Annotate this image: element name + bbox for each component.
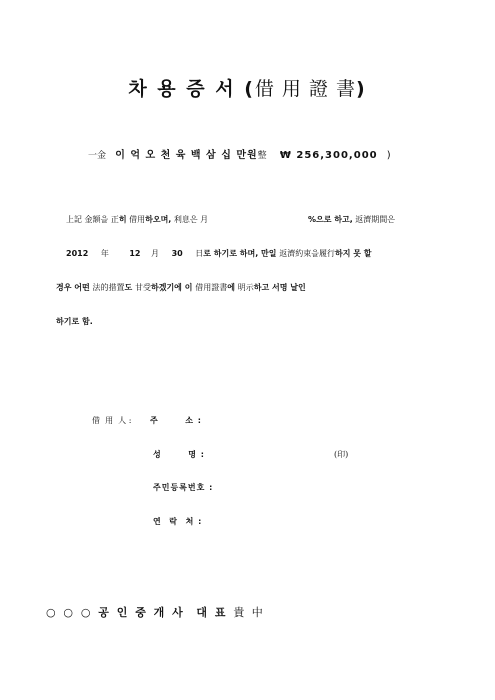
- line3-g: 에: [227, 283, 238, 292]
- amount-won: 원: [247, 150, 258, 161]
- line2-month: 12: [129, 249, 141, 258]
- address-row: [150, 415, 202, 426]
- amount-prefix: 一金: [88, 151, 107, 161]
- title-korean: 차 용 증 서 (: [128, 78, 255, 100]
- line1-b: 히: [118, 215, 127, 224]
- line2-day: 30: [171, 249, 183, 258]
- line2-year: 2012: [66, 249, 89, 258]
- line4: 하기로 함.: [56, 317, 93, 326]
- line3-d: 甘受: [135, 283, 151, 292]
- contact-label: 연 락 처 :: [153, 517, 203, 526]
- line1-f: %으로 하고,: [308, 215, 353, 224]
- loan-amount-line: [88, 146, 391, 161]
- line3-b: 法的措置: [92, 283, 125, 292]
- title-close: ): [356, 78, 367, 100]
- line3-h: 明示: [237, 283, 254, 292]
- line2-e: 하지 못 할: [335, 249, 372, 258]
- address-label: 주 소 :: [150, 416, 202, 425]
- id-number-row: [153, 482, 213, 493]
- seal-mark: [334, 449, 348, 460]
- line2-month-unit: 月: [151, 249, 160, 258]
- line3-i: 하고 서명 날인: [253, 283, 306, 292]
- recipient-text: ○ ○ ○ 공 인 중 개 사 대 표: [46, 606, 234, 619]
- line3-c: 도: [124, 283, 135, 292]
- name-label: 성 명 :: [153, 450, 205, 459]
- line1-c: 借用: [126, 215, 146, 224]
- line2-day-unit: 日: [195, 249, 204, 258]
- line1-g: 返濟期間은: [352, 215, 396, 224]
- body-line-3: [56, 282, 306, 293]
- line3-a: 경우 어떤: [56, 283, 93, 292]
- body-line-2: [66, 248, 372, 259]
- amount-figure: ₩ 256,300,000: [279, 150, 378, 161]
- recipient-line: [46, 604, 265, 620]
- line1-e: 利息은 月: [171, 215, 209, 224]
- line2-d: 履行: [319, 249, 336, 258]
- borrower-label: [92, 415, 131, 426]
- seal-text: (印): [334, 450, 349, 459]
- line1-d: 하오며,: [145, 215, 172, 224]
- line2-b: 만일: [258, 249, 280, 258]
- amount-close: ): [386, 150, 391, 161]
- id-number-label: 주민등록번호 :: [153, 483, 214, 492]
- line2-c: 返濟約束을: [279, 249, 320, 258]
- line3-f: 借用證書: [195, 283, 228, 292]
- line2-year-unit: 年: [100, 249, 109, 258]
- amount-korean: 이 억 오 천 육 백 삼 십 만: [115, 150, 247, 161]
- line2-a: 로 하기로 하며,: [203, 249, 259, 258]
- line1-a: 上記 金額을 正: [66, 215, 119, 224]
- amount-jeong: 整: [257, 151, 267, 161]
- body-line-1-right: [308, 214, 395, 225]
- body-line-4: [56, 316, 93, 327]
- line3-e: 하겠기에 이: [151, 283, 196, 292]
- title-hanja: 借 用 證 書: [254, 78, 356, 100]
- body-line-1: [66, 214, 208, 225]
- recipient-hanja: 貴 中: [233, 606, 265, 619]
- borrower-label-text: 借 用 人 :: [92, 416, 132, 425]
- document-title: [0, 74, 495, 101]
- name-row: [153, 449, 205, 460]
- contact-row: [153, 516, 202, 527]
